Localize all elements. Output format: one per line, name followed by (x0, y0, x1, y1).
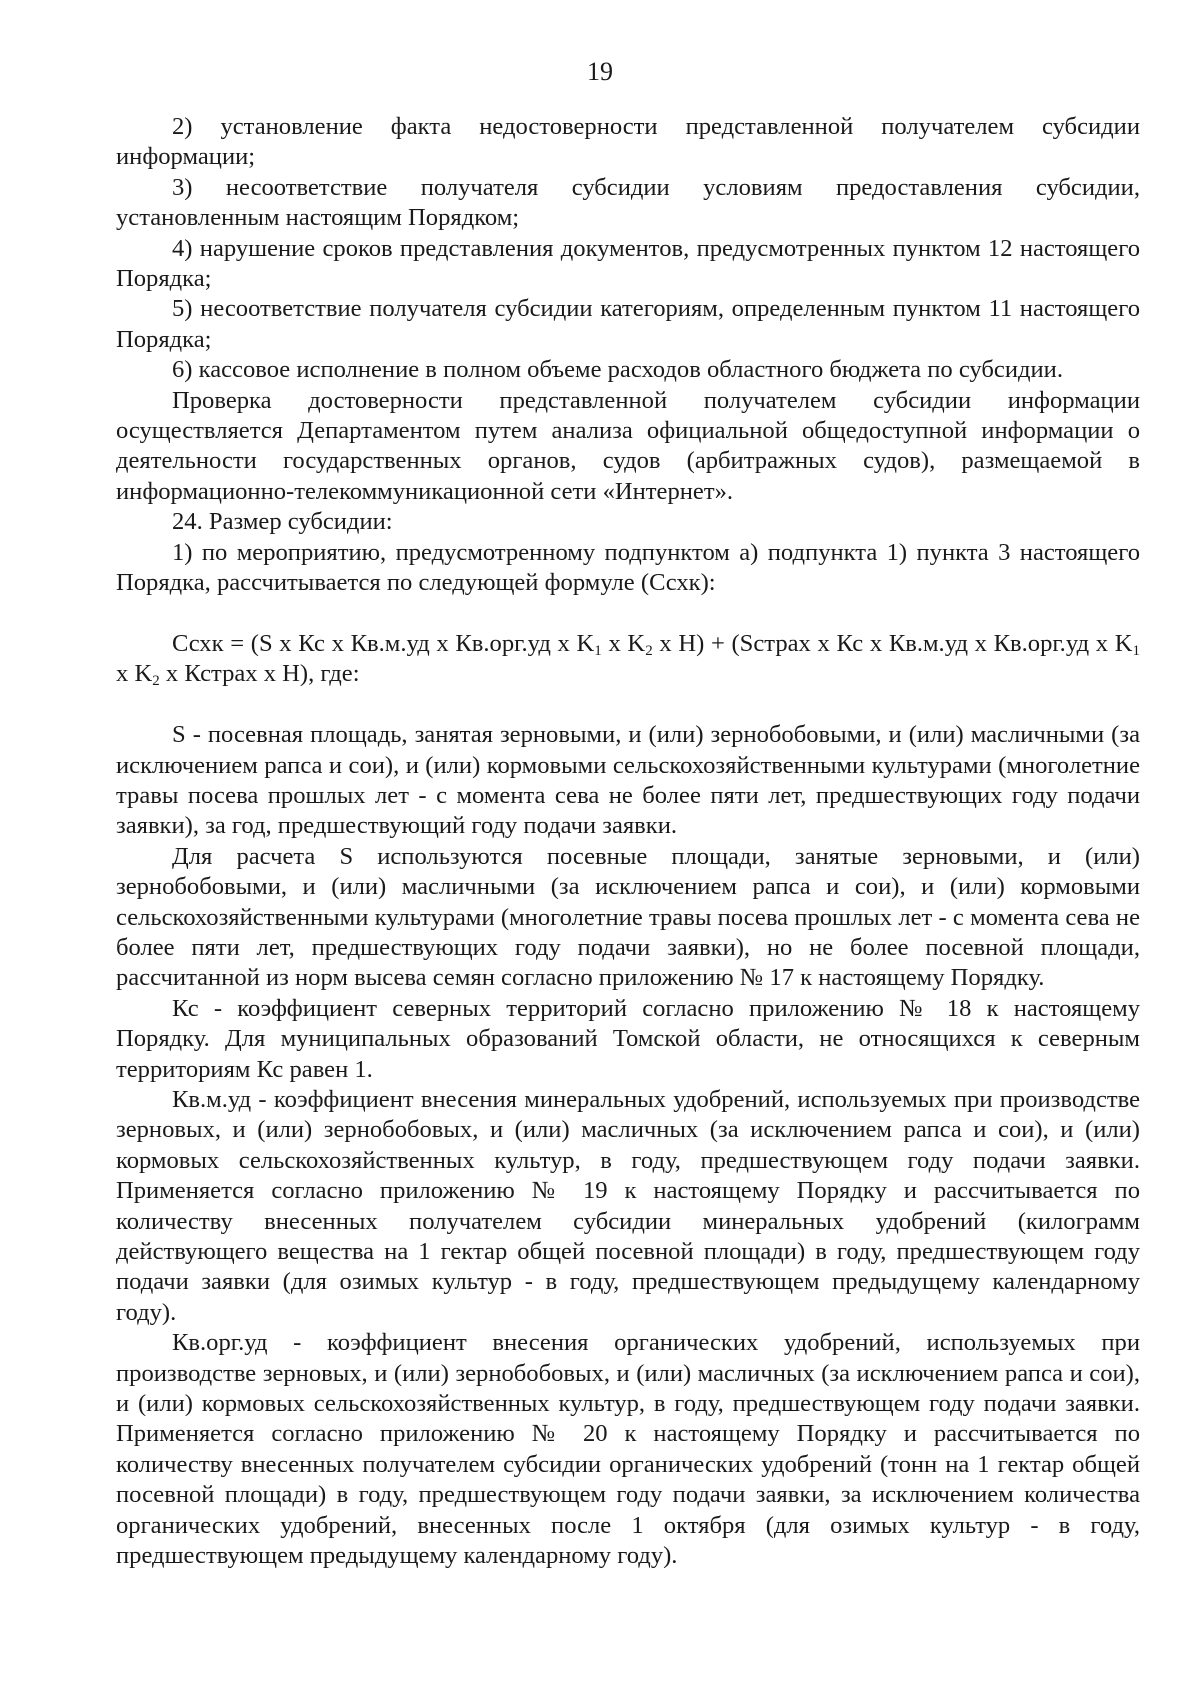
formula-sub-3: 1 (1132, 642, 1140, 659)
formula-part-2: x K (601, 629, 646, 657)
formula-part-5: x Кстрах x Н), где: (159, 660, 360, 688)
formula-sub-4: 2 (152, 673, 160, 690)
paragraph-item-4: 4) нарушение сроков представления документов, предусмотренных пунктом 12 настоящего Порядка; (116, 234, 1140, 293)
formula-sub-1: 1 (594, 642, 602, 659)
paragraph-item-3: 3) несоответствие получателя субсидии условиям предоставления субсидии, установленным настоящим Порядком; (116, 173, 1140, 232)
paragraph-subsidy-measure-1: 1) по мероприятию, предусмотренному подпунктом а) подпункта 1) пункта 3 настоящего Порядка, рассчитывается по следующей формуле (Ссхк): (116, 538, 1140, 597)
document-body (116, 112, 1140, 1571)
formula-part-1: Ссхк = (S x Кс x Кв.м.уд x Кв.орг.уд x K (172, 629, 595, 657)
formula-part-4: x K (116, 660, 153, 688)
definition-s: S - посевная площадь, занятая зерновыми, и (или) зернобобовыми, и (или) масличными (за исключением рапса и сои), и (или) кормовыми сельскохозяйственными культурами (многолетние травы посева прошлых лет - с момента сева не более пяти лет, предшествующих году подачи заявки), за год, предшествующий году подачи заявки. (116, 721, 1140, 840)
paragraph-section-24: 24. Размер субсидии: (172, 508, 393, 536)
definition-kc: Кс - коэффициент северных территорий согласно приложению № 18 к настоящему Порядку. Для муниципальных образований Томской области, не относящихся к северным территориям Кс равен 1. (116, 994, 1140, 1083)
paragraph-verification: Проверка достоверности представленной получателем субсидии информации осуществляется Департаментом путем анализа официальной общедоступной информации о деятельности государственных органов, судов (арбитражных судов), размещаемой в информационно-телекоммуникационной сети «Интернет». (116, 386, 1140, 505)
formula (116, 629, 1140, 690)
formula-sub-2: 2 (645, 642, 653, 659)
definition-kv-m-ud: Кв.м.уд - коэффициент внесения минеральных удобрений, используемых при производстве зерновых, и (или) зернобобовых, и (или) масличных (за исключением рапса и сои), и (или) кормовых сельскохозяйственных культур, в году, предшествующем году подачи заявки. Применяется согласно приложению № 19 к настоящему Порядку и рассчитывается по количеству внесенных получателем субсидии минеральных удобрений (килограмм действующего вещества на 1 гектар общей посевной площади) в году, предшествующем году подачи заявки (для озимых культур - в году, предшествующем предыдущему календарному году). (116, 1085, 1140, 1326)
definition-s-calculation: Для расчета S используются посевные площади, занятые зерновыми, и (или) зернобобовыми, и (или) масличными (за исключением рапса и сои), и (или) кормовыми сельскохозяйственными культурами (многолетние травы посева прошлых лет - с момента сева не более пяти лет, предшествующих году подачи заявки), но не более посевной площади, рассчитанной из норм высева семян согласно приложению № 17 к настоящему Порядку. (116, 842, 1140, 992)
paragraph-item-2: 2) установление факта недостоверности представленной получателем субсидии информации; (116, 113, 1140, 171)
paragraph-item-6: 6) кассовое исполнение в полном объеме расходов областного бюджета по субсидии. (172, 356, 1063, 384)
paragraph-item-5: 5) несоответствие получателя субсидии категориям, определенным пунктом 11 настоящего Порядка; (116, 295, 1140, 353)
definition-kv-org-ud: Кв.орг.уд - коэффициент внесения органических удобрений, используемых при производстве зерновых, и (или) зернобобовых, и (или) масличных (за исключением рапса и сои), и (или) кормовых сельскохозяйственных культур, в году, предшествующем году подачи заявки. Применяется согласно приложению № 20 к настоящему Порядку и рассчитывается по количеству внесенных получателем субсидии органических удобрений (тонн на 1 гектар общей посевной площади) в году, предшествующем году подачи заявки, за исключением количества органических удобрений, внесенных после 1 октября (для озимых культур - в году, предшествующем предыдущему календарному году). (116, 1329, 1140, 1570)
formula-part-3: x Н) + (Sстрах x Кс x Кв.м.уд x Кв.орг.уд x K (652, 629, 1133, 657)
page-number: 19 (587, 57, 613, 86)
